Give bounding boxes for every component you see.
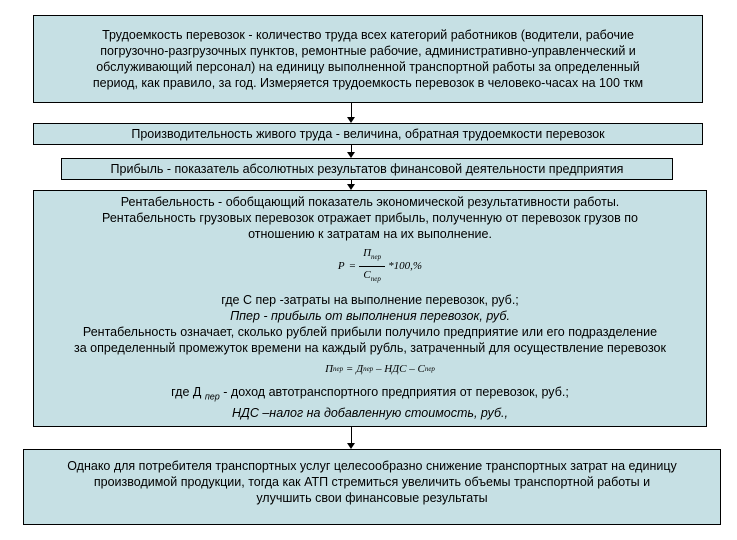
profitability-intro-1: Рентабельность - обобщающий показатель экономической результативности работы. [120, 195, 620, 209]
profit-box [61, 158, 673, 180]
labor-intensity-line-2: погрузочно-разгрузочных пунктов, ремонтные рабочие, административно-управленческий и [100, 44, 636, 58]
formula-denominator: $С_{пер}$ [363, 268, 381, 283]
profitability-intro-3: отношению к затратам на их выполнение. [248, 227, 492, 241]
productivity-text: Производительность живого труда - величина, обратная трудоемкости перевозок [131, 127, 605, 141]
conclusion-line-2: производимой продукции, тогда как АТП стремиться увеличить объемы транспортной работы и [93, 475, 651, 489]
profitability-formula [34, 242, 706, 290]
definition-profit: Ппер - прибыль от выполнения перевозок, руб. [230, 309, 510, 323]
labor-intensity-line-4: период, как правило, за год. Измеряется трудоемкость перевозок в человеко-часах на 100 ткм [92, 76, 644, 90]
profitability-meaning-2: за определенный промежуток времени на каждый рубль, затраченный для осуществление перевозок [74, 341, 666, 355]
definition-income: где Д $_{пер}$ - доход автотранспортного предприятия от перевозок, руб.; [171, 385, 569, 402]
definition-costs: где С пер -затраты на выполнение перевозок, руб.; [221, 293, 519, 307]
productivity-box [33, 123, 703, 145]
profit-text: Прибыль - показатель абсолютных результатов финансовой деятельности предприятия [110, 162, 624, 176]
conclusion-box [23, 449, 721, 525]
formula-tail: *100,% [388, 260, 423, 272]
formula-equals: = [348, 260, 357, 272]
profitability-box [33, 190, 707, 427]
formula-fraction [359, 245, 385, 286]
connector-line-4 [351, 427, 352, 444]
profitability-intro-2: Рентабельность грузовых перевозок отражает прибыль, полученную от перевозок грузов по [102, 211, 638, 225]
profit-formula: П пер = Д пер – НДС – С пер [325, 363, 435, 375]
profitability-meaning-1: Рентабельность означает, сколько рублей прибыли получило предприятие или его подразделение [82, 325, 658, 339]
formula-numerator: $П_{пер}$ [359, 245, 385, 266]
conclusion-line-1: Однако для потребителя транспортных услуг целесообразно снижение транспортных затрат на единицу [67, 459, 677, 473]
labor-intensity-box [33, 15, 703, 103]
labor-intensity-line-1: Трудоемкость перевозок - количество труда всех категорий работников (водители, рабочие [102, 28, 634, 42]
labor-intensity-line-3: обслуживающий персонал) на единицу выполненной транспортной работы за определенный [96, 60, 640, 74]
conclusion-line-3: улучшить свои финансовые результаты [256, 491, 488, 505]
formula-lhs: P [337, 260, 345, 272]
definition-vat: НДС –налог на добавленную стоимость, руб., [232, 405, 508, 420]
connector-line-1 [351, 103, 352, 118]
